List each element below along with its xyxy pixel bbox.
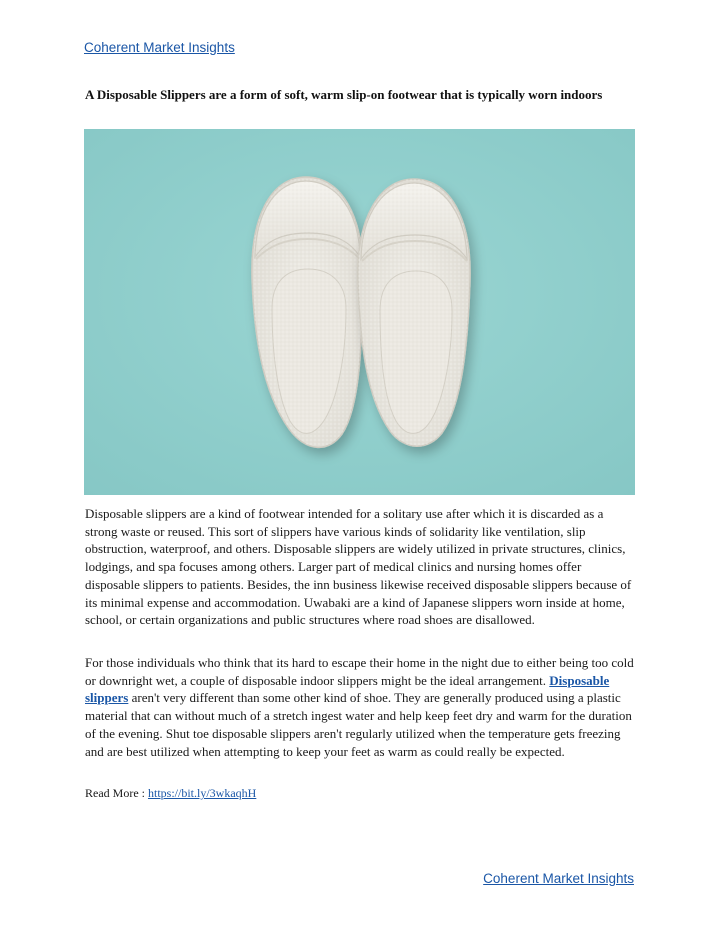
- body-paragraph-2: [85, 654, 637, 760]
- header-site-link[interactable]: Coherent Market Insights: [84, 40, 235, 55]
- disposable-slippers-link[interactable]: Disposable slippers: [85, 672, 610, 706]
- read-more-label: Read More :: [85, 786, 145, 800]
- page-title: A Disposable Slippers are a form of soft, warm slip-on footwear that is typically worn indoors: [85, 87, 603, 102]
- slippers-photo: [84, 129, 635, 495]
- body-paragraph-1: Disposable slippers are a kind of footwear intended for a solitary use after which it is discarded as a strong waste or reused. This sort of slippers have various kinds of solidarity like ventilation, slip obstruction, waterproof, and others. Disposable slippers are widely utilized in private structures, clinics, lodgings, and spa focuses among others. Larger part of medical clinics and nursing homes offer disposable slippers to patients. Besides, the inn business likewise received disposable slippers because of its minimal expense and accommodation. Uwabaki are a kind of Japanese slippers worn inside at home, school, or certain organizations and public structures where road shoes are disallowed.: [85, 506, 632, 628]
- paragraph-2-intro: For those individuals who think that its hard to escape their home in the night due to either being too cold or downright wet, a couple of disposable indoor slippers might be the ideal arrangement.: [85, 655, 634, 688]
- footer-site-link[interactable]: Coherent Market Insights: [483, 871, 634, 886]
- paragraph-2-rest: aren't very different than some other kind of shoe. They are generally produced using a plastic material that can without much of a stretch ingest water and help keep feet dry and warm for the duration of the evening. Shut toe disposable slippers aren't regularly utilized when the temperature gets freezing and are best utilized when attempting to keep your feet as warm as could really be expected.: [85, 690, 632, 759]
- read-more-link[interactable]: https://bit.ly/3wkaqhH: [147, 786, 257, 800]
- read-more: [85, 786, 256, 801]
